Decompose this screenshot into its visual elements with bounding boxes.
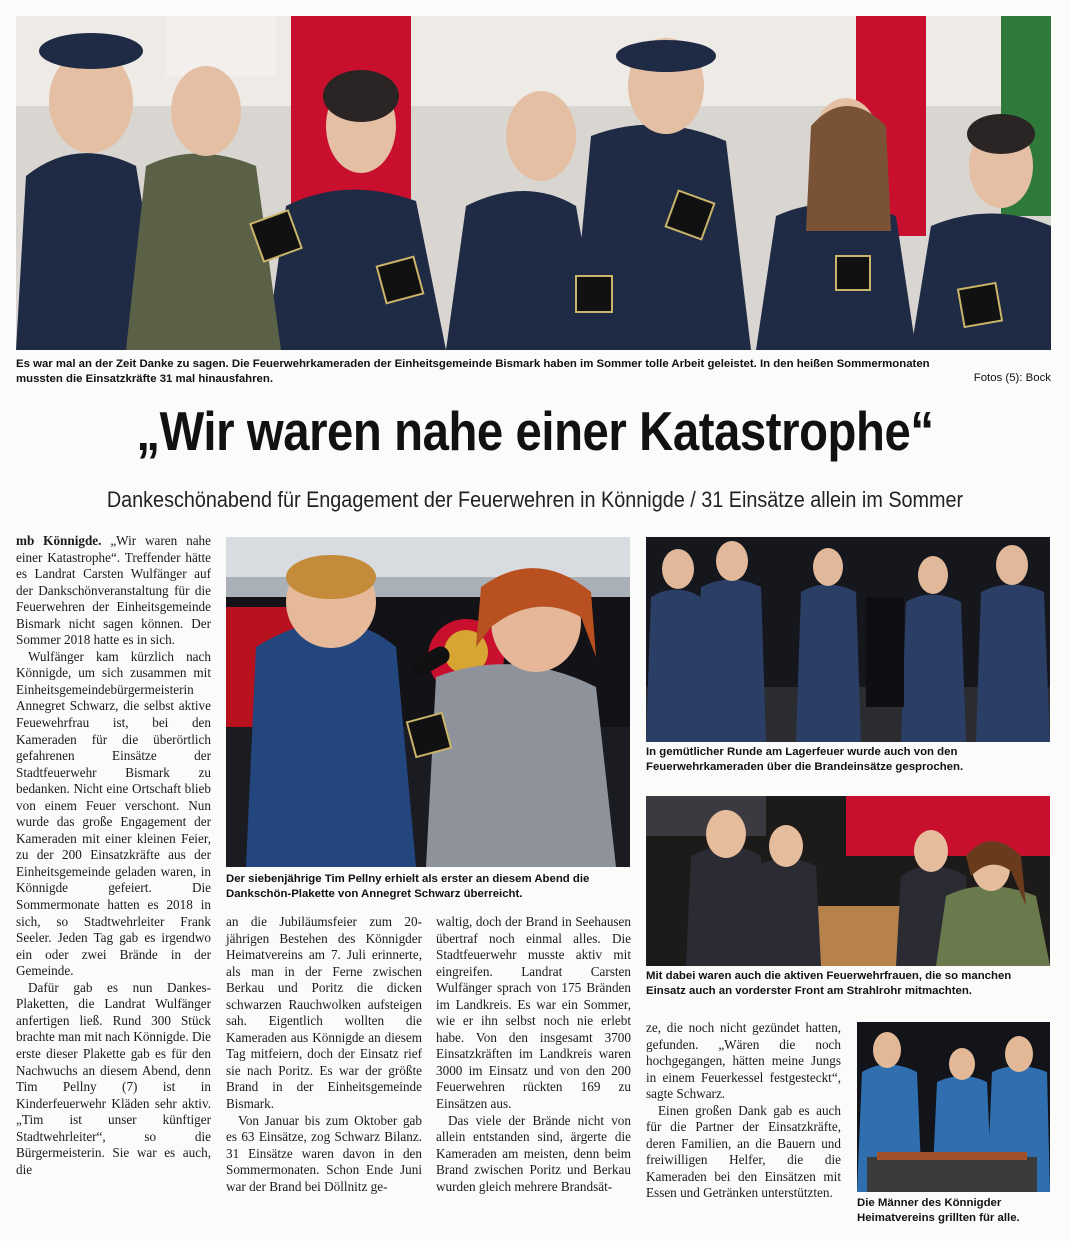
- dateline: mb Könnigde.: [16, 533, 102, 548]
- top-photo-caption: Es war mal an der Zeit Danke zu sagen. Die Feuerwehrkameraden der Einheitsgemeinde Bismark haben im Sommer tolle Arbeit geleistet. In den heißen Sommermonaten mussten die Einsatzkräfte 31 mal hinausfahren.: [16, 358, 930, 385]
- article-column-2: [226, 914, 422, 1195]
- caption-child: Der siebenjährige Tim Pellny erhielt als erster an diesem Abend die Dankschön-Plakette von Annegret Schwarz überreicht.: [226, 873, 590, 900]
- photo-firewomen-table: [646, 796, 1050, 966]
- article-paragraph: an die Jubiläumsfeier zum 20-jährigen Bestehen des Könnigder Heimatvereins am 7. Juli erinnerte, als man in der Ferne zwischen Berkau und Poritz die dicken schwarzen Rauchwolken aufsteigen sah. Eigentlich wollten die Kameraden aus Könnigde an diesem Tag mitfeiern, doch der Einsatz rief sie nach Poritz. Es war der größte Brand in der Einheitsgemeinde Bismark.: [226, 914, 422, 1112]
- photo-child-receives-plaque: [226, 537, 630, 867]
- article-paragraph: Von Januar bis zum Oktober gab es 63 Einsätze, zog Schwarz Bilanz. 31 Einsätze waren davon in den Sommermonaten. Schon Ende Juni war der Brand bei Döllnitz ge-: [226, 1112, 422, 1194]
- article-paragraph: Das viele der Brände nicht von allein entstanden sind, ärgerte die Kameraden am meisten, denn beim Brand zwischen Poritz und Berkau wurden gleich mehrere Brandsät-: [436, 1112, 631, 1194]
- caption-firewomen: Mit dabei waren auch die aktiven Feuerwehrfrauen, die so manchen Einsatz auch an vorderster Front am Strahlrohr mitmachten.: [646, 970, 1012, 997]
- photo-grill-men: [857, 1022, 1050, 1192]
- article-paragraph: ze, die noch nicht gezündet hatten, gefunden. „Wären die noch hochgegangen, hätten meine Jungs in einem Feuerkessel festgesteckt“, sagte Schwarz.: [646, 1020, 841, 1102]
- article-paragraph: Wulfänger kam kürzlich nach Könnigde, um sich zusammen mit Einheitsgemeindebürgermeisterin Annegret Schwarz, die selbst aktive Feuewehrfrau ist, bei den Kameraden für die überörtlich gefahrenen Einsätze der Stadtfeuerwehr Bismark zu bedanken. Nicht eine Ortschaft blieb von einem Feuer verschont. Nun wurde das große Engagement der Kameraden mit einer kleinen Feier, zu der 200 Einsatzkräfte aus der Einheitsgemeinde geladen waren, in Könnigde gefeiert. Die Sommermonate hatten es 2018 in sich, so Stadtwehrleiter Frank Seeler. Jeden Tag gab es irgendwo ein oder zwei Brände in der Gemeinde.: [16, 648, 211, 979]
- article-paragraph: waltig, doch der Brand in Seehausen übertraf noch einmal alles. Die Stadtfeuerwehr musste aktiv mit eingreifen. Landrat Carsten Wulfänger sprach von 175 Bränden im Landkreis. Es war ein Sommer, wie er ihn selbst noch nie erlebt habe. Von den insgesamt 3700 Einsatzkräften im Landkreis waren 3000 im Einsatz und von den 200 Feuerwehren rückten 169 zu Einsätzen aus.: [436, 914, 631, 1112]
- photo-credit: Fotos (5): Bock: [973, 372, 1051, 384]
- caption-grill: Die Männer des Könnigder Heimatvereins grillten für alle.: [857, 1197, 1020, 1224]
- article-paragraph: Dafür gab es nun Dankes-Plaketten, die Landrat Wulfänger anfertigen ließ. Rund 300 Stück brachte man mit nach Könnigde. Die erste dieser Plakette gab es für den Nachwuchs an diesem Abend, denn Tim Pellny (7) ist in Kinderfeuerwehr Kläden sehr aktiv. „Tim ist unser künftiger Stadtwehrleiter“, so die Bürgermeisterin. Sie war es auch, die: [16, 979, 211, 1177]
- top-photo-firefighters: [16, 16, 1051, 350]
- caption-campfire: In gemütlicher Runde am Lagerfeuer wurde auch von den Feuerwehrkameraden über die Brandeinsätze gesprochen.: [646, 746, 964, 773]
- headline: „Wir waren nahe einer Katastrophe“: [136, 400, 934, 462]
- article-paragraph: [16, 533, 211, 649]
- article-column-4: [646, 1020, 841, 1202]
- article-column-1: [16, 533, 211, 1178]
- article-column-3: [436, 914, 631, 1195]
- subheadline: Dankeschönabend für Engagement der Feuerwehren in Könnigde / 31 Einsätze allein im Sommer: [106, 487, 964, 512]
- photo-campfire-round: [646, 537, 1050, 742]
- paragraph-text: „Wir waren nahe einer Katastrophe“. Treffender hätte es Landrat Carsten Wulfänger auf der Dankschönveranstaltung für die Feuerwehren der Einheitsgemeinde Bismark nicht sagen können. Der Sommer 2018 hatte es in sich.: [16, 533, 211, 648]
- article-paragraph: Einen großen Dank gab es auch für die Partner der Einsatzkräfte, deren Familien, an die Bauern und freiwilligen Helfer, die die Kameraden bei den Einsätzen mit Essen und Getränken unterstützten.: [646, 1102, 841, 1201]
